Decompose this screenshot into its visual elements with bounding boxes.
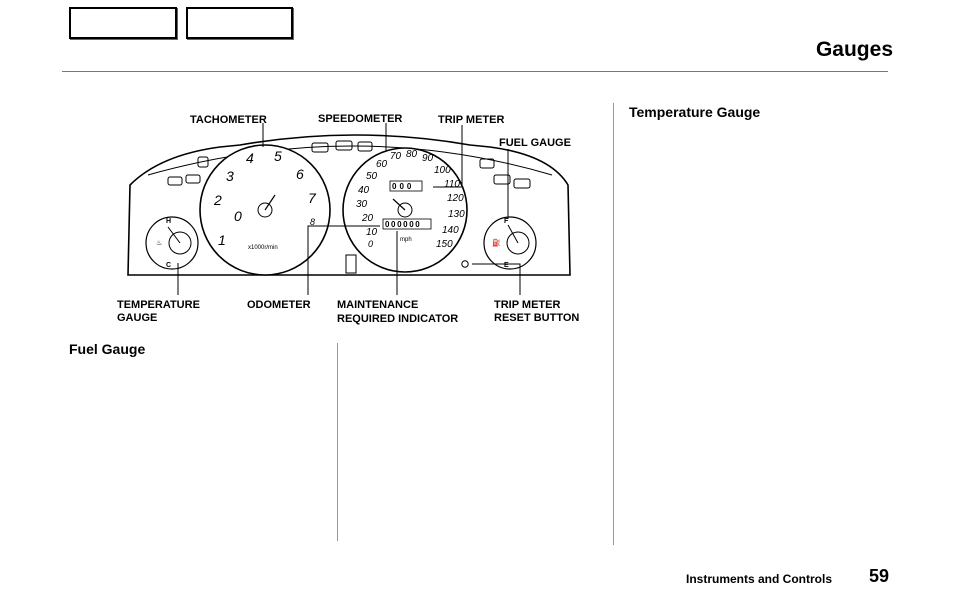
speed-num-90: 90 [422,153,434,164]
nav-button-next[interactable] [186,7,293,39]
label-maintenance-line1: MAINTENANCE [337,299,419,311]
speed-num-140: 140 [442,225,459,236]
speed-num-50: 50 [366,171,378,182]
label-odometer: ODOMETER [247,299,311,311]
speed-num-30: 30 [356,199,368,210]
tach-num-0: 0 [234,208,242,224]
tach-unit: x1000r/min [248,245,278,251]
trip-meter-digits: 000 [392,182,415,191]
tach-num-3: 3 [226,168,234,184]
trip-reset-button [462,261,468,267]
speed-num-80: 80 [406,149,418,160]
tachometer-dial [200,145,330,275]
tach-num-5: 5 [274,148,282,164]
label-speedometer: SPEEDOMETER [318,113,403,125]
speed-num-20: 20 [362,213,374,224]
speed-num-150: 150 [436,239,453,250]
label-maintenance-line2: REQUIRED INDICATOR [337,313,459,325]
odometer-digits: 000000 [385,220,422,229]
heading-temperature-gauge: Temperature Gauge [629,104,761,120]
label-temperature-gauge-line1: TEMPERATURE [117,299,200,311]
label-fuel-gauge: FUEL GAUGE [499,137,571,149]
maintenance-indicator-light [346,255,356,273]
label-temperature-gauge-line2: GAUGE [117,312,158,324]
speed-num-60: 60 [376,159,388,170]
speed-num-10: 10 [366,227,378,238]
fuel-full-mark: F [504,218,509,225]
speed-unit: mph [400,237,412,243]
tach-num-7: 7 [308,190,316,206]
footer-section-name: Instruments and Controls [686,572,833,586]
label-trip-meter: TRIP METER [438,114,505,126]
speed-num-0: 0 [368,239,374,249]
speed-num-120: 120 [447,193,464,204]
column-divider-right [613,103,614,545]
temp-hot-mark: H [166,218,172,225]
label-tachometer: TACHOMETER [190,114,267,126]
tach-num-2: 2 [214,192,222,208]
heading-fuel-gauge: Fuel Gauge [69,341,146,357]
temperature-gauge-dial [146,217,198,269]
tach-num-8: 8 [310,217,316,227]
fuel-gauge-dial [484,217,536,269]
page-title: Gauges [815,38,893,61]
fuel-pump-icon: ⛽ [492,240,501,247]
label-trip-reset-line1: TRIP METER [494,299,561,311]
instrument-cluster-diagram [100,95,610,335]
label-trip-reset-line2: RESET BUTTON [494,312,580,324]
speed-num-100: 100 [434,165,451,176]
speed-num-70: 70 [390,151,402,162]
page-number: 59 [869,566,890,586]
tach-num-4: 4 [246,150,254,166]
speed-num-130: 130 [448,209,465,220]
column-divider-left [337,343,338,541]
tach-num-1: 1 [218,232,226,248]
temp-cold-mark: C [166,262,172,269]
speedometer-dial [343,148,467,272]
fuel-empty-mark: E [504,262,509,269]
header-rule [62,71,888,72]
speed-num-40: 40 [358,185,370,196]
tach-num-6: 6 [296,166,304,182]
nav-button-previous[interactable] [69,7,177,39]
speed-num-110: 110 [444,179,460,190]
thermometer-icon: ♨ [156,240,163,247]
